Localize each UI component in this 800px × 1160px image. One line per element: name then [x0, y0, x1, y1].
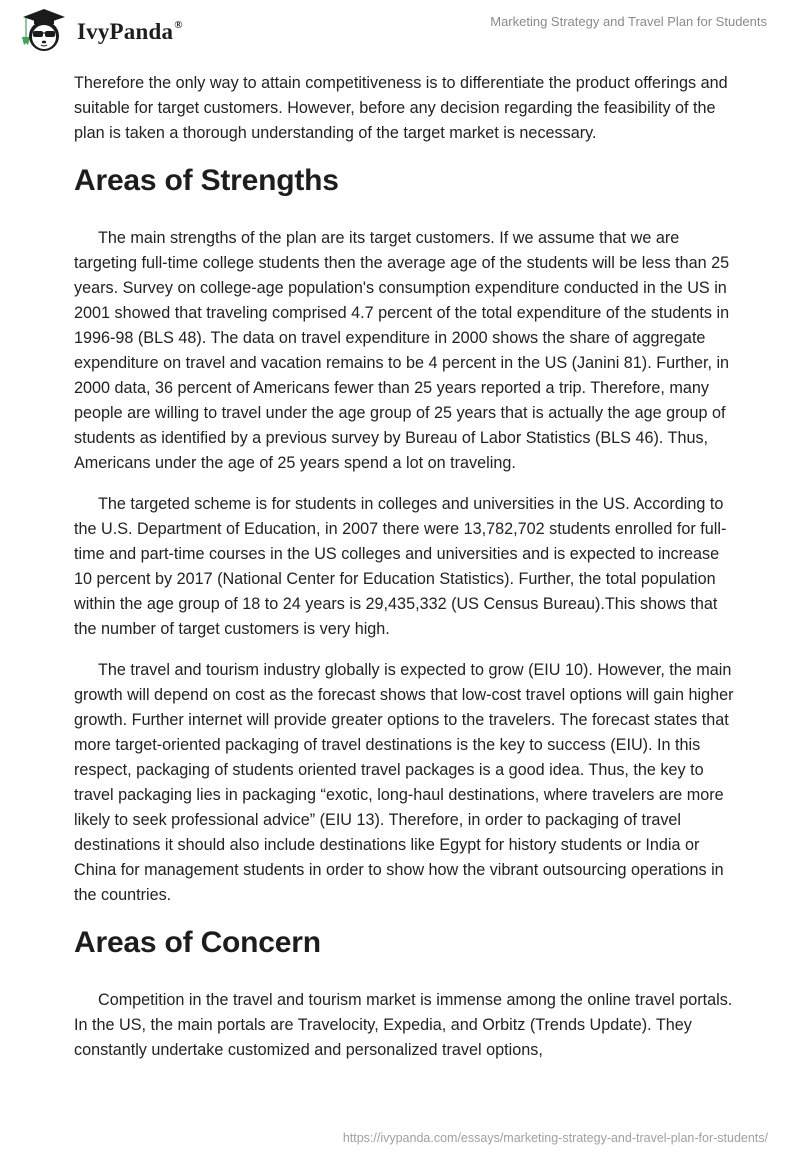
panda-graduate-icon: [17, 7, 71, 53]
document-title: Marketing Strategy and Travel Plan for Students: [490, 14, 767, 29]
ivypanda-logo[interactable]: [17, 7, 183, 53]
intro-paragraph: Therefore the only way to attain competitiveness is to differentiate the product offerings and suitable for target customers. However, before any decision regarding the feasibility of the plan is taken a thorough understanding of the target market is necessary.: [74, 74, 728, 142]
section-heading-strengths: Areas of Strengths: [74, 164, 339, 197]
registered-mark: ®: [174, 19, 183, 32]
page-header: [0, 0, 800, 56]
section-heading-concern: Areas of Concern: [74, 926, 321, 959]
paragraph: The main strengths of the plan are its target customers. If we assume that we are targeting full-time college students then the average age of the students will be less than 25 years. Survey on college-age population's consumption expenditure conducted in the US in 2001 showed that traveling comprised 4.7 percent of the total expenditure of the students in 1996-98 (BLS 48). The data on travel expenditure in 2000 shows the share of aggregate expenditure on travel and vacation remains to be 4 percent in the US (Janini 81). Further, in 2000 data, 36 percent of Americans fewer than 25 years reported a trip. Therefore, many people are willing to travel under the age group of 25 years that is actually the age group of students as identified by a previous survey by Bureau of Labor Statistics (BLS 46). Thus, Americans under the age of 25 years spend a lot on traveling.: [74, 229, 730, 472]
brand-name: IvyPanda®: [77, 19, 183, 44]
paragraph: The travel and tourism industry globally is expected to grow (EIU 10). However, the main growth will depend on cost as the forecast shows that low-cost travel options will gain higher growth. Further internet will provide greater options to the travelers. The forecast states that more target-oriented packaging of travel destinations is the key to success (EIU). In this respect, packaging of students oriented travel packages is a good idea. Thus, the key to travel packaging lies in packaging “exotic, long-haul destinations, where travelers are more likely to seek professional advice” (EIU 13). Therefore, in order to packaging of travel destinations it should also include destinations like Egypt for history students or India or China for management students in order to show how the vibrant outsourcing operations in the countries.: [74, 661, 734, 904]
source-url[interactable]: https://ivypanda.com/essays/marketing-strategy-and-travel-plan-for-students/: [342, 1131, 768, 1145]
essay-body: [74, 71, 734, 1079]
paragraph: Competition in the travel and tourism market is immense among the online travel portals. In the US, the main portals are Travelocity, Expedia, and Orbitz (Trends Update). They constantly undertake customized and personalized travel options,: [74, 991, 733, 1059]
paragraph: The targeted scheme is for students in colleges and universities in the US. According to the U.S. Department of Education, in 2007 there were 13,782,702 students enrolled for full-time and part-time courses in the US colleges and universities and is expected to increase 10 percent by 2017 (National Center for Education Statistics). Further, the total population within the age group of 18 to 24 years is 29,435,332 (US Census Bureau).This shows that the number of target customers is very high.: [74, 495, 727, 638]
